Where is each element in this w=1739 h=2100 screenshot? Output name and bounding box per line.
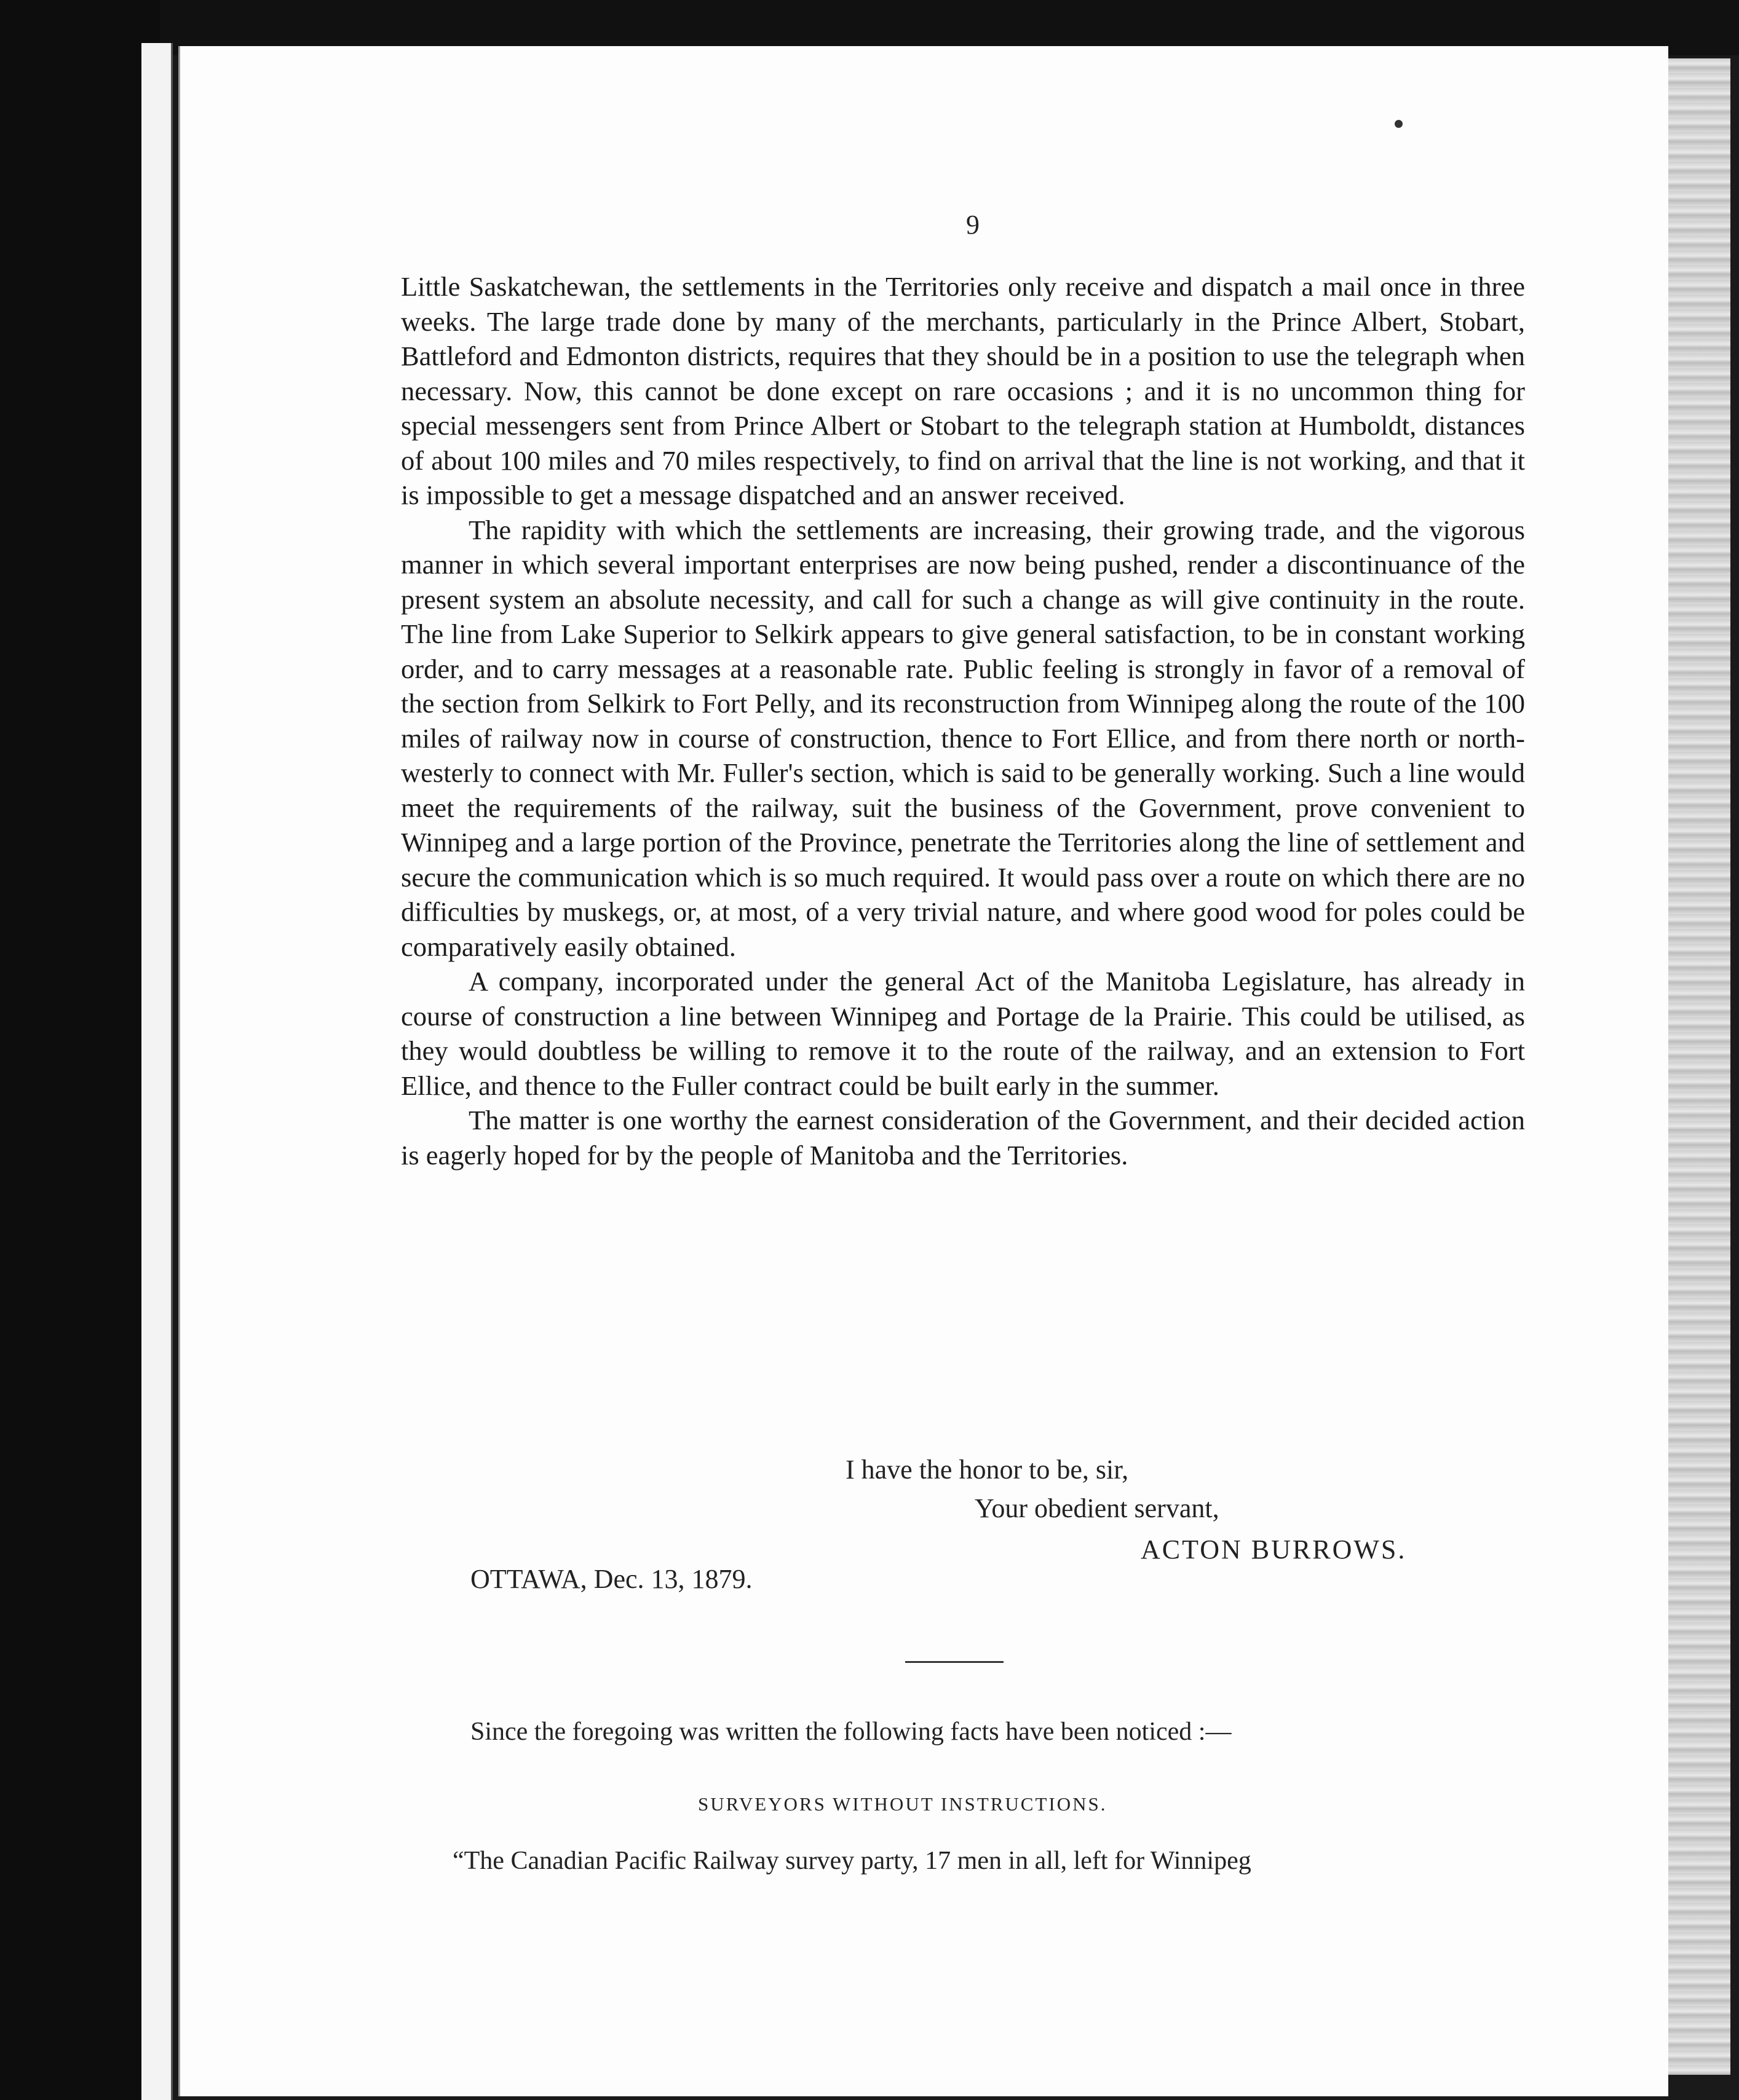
closing-salutation: I have the honor to be, sir, <box>846 1455 1129 1485</box>
facing-page-edge <box>141 43 173 2100</box>
paragraph: The matter is one worthy the earnest consideration of the Government, and their decided action is eagerly hoped for by the people of Manitoba and the Territories. <box>401 1105 1525 1170</box>
scan-border-left <box>0 0 160 2100</box>
paragraph: The rapidity with which the settlements are increasing, their growing trade, and the vigorous manner in which several important enterprises are now being pushed, render a discontinuance of the present system an absolute necessity, and call for such a change as will give continuity in the route. The line from Lake Superior to Selkirk appears to give general satisfaction, to be in constant working order, and to carry messages at a reasonable rate. Public feeling is strongly in favor of a removal of the section from Selkirk to Fort Pelly, and its reconstruction from Winnipeg along the route of the 100 miles of railway now in course of construction, thence to Fort Ellice, and from there north or north-westerly to connect with Mr. Fuller's section, which is said to be generally working. Such a line would meet the requirements of the railway, suit the business of the Government, prove convenient to Winnipeg and a large portion of the Province, penetrate the Territories along the line of settlement and secure the communication which is so much required. It would pass over a route on which there are no difficulties by muskegs, or, at most, of a very trivial nature, and where good wood for poles could be comparatively easily obtained. <box>401 514 1525 962</box>
closing-servant: Your obedient servant, <box>975 1493 1219 1523</box>
section-divider <box>905 1661 1004 1663</box>
section-heading: SURVEYORS WITHOUT INSTRUCTIONS. <box>698 1793 1107 1815</box>
letter-body <box>401 269 1525 1172</box>
dateline: OTTAWA, Dec. 13, 1879. <box>470 1564 753 1594</box>
page-stack-edge <box>1660 58 1730 2075</box>
quote-text: “The Canadian Pacific Railway survey party, 17 men in all, left for Winnipeg <box>453 1847 1251 1875</box>
paragraph: A company, incorporated under the general Act of the Manitoba Legislature, has already in course of construction a line between Winnipeg and Portage de la Prairie. This could be utilised, as they would doubtless be willing to remove it to the route of the railway, and an extension to Fort Ellice, and thence to the Fuller contract could be built early in the summer. <box>401 966 1525 1101</box>
postscript-intro: Since the foregoing was written the following facts have been noticed :— <box>470 1718 1232 1746</box>
ink-spot <box>1395 120 1403 128</box>
paragraph: Little Saskatchewan, the settlements in the Territories only receive and dispatch a mail once in three weeks. The large trade done by many of the merchants, particularly in the Prince Albert, Stobart, Battleford and Edmonton districts, requires that they should be in a position to use the telegraph when necessary. Now, this cannot be done except on rare occasions ; and it is no uncommon thing for special messengers sent from Prince Albert or Stobart to the telegraph station at Humboldt, distances of about 100 miles and 70 miles respectively, to find on arrival that the line is not working, and that it is impossible to get a message dispatched and an answer received. <box>401 271 1525 510</box>
signature: ACTON BURROWS. <box>1141 1534 1407 1565</box>
page-number: 9 <box>966 210 980 240</box>
